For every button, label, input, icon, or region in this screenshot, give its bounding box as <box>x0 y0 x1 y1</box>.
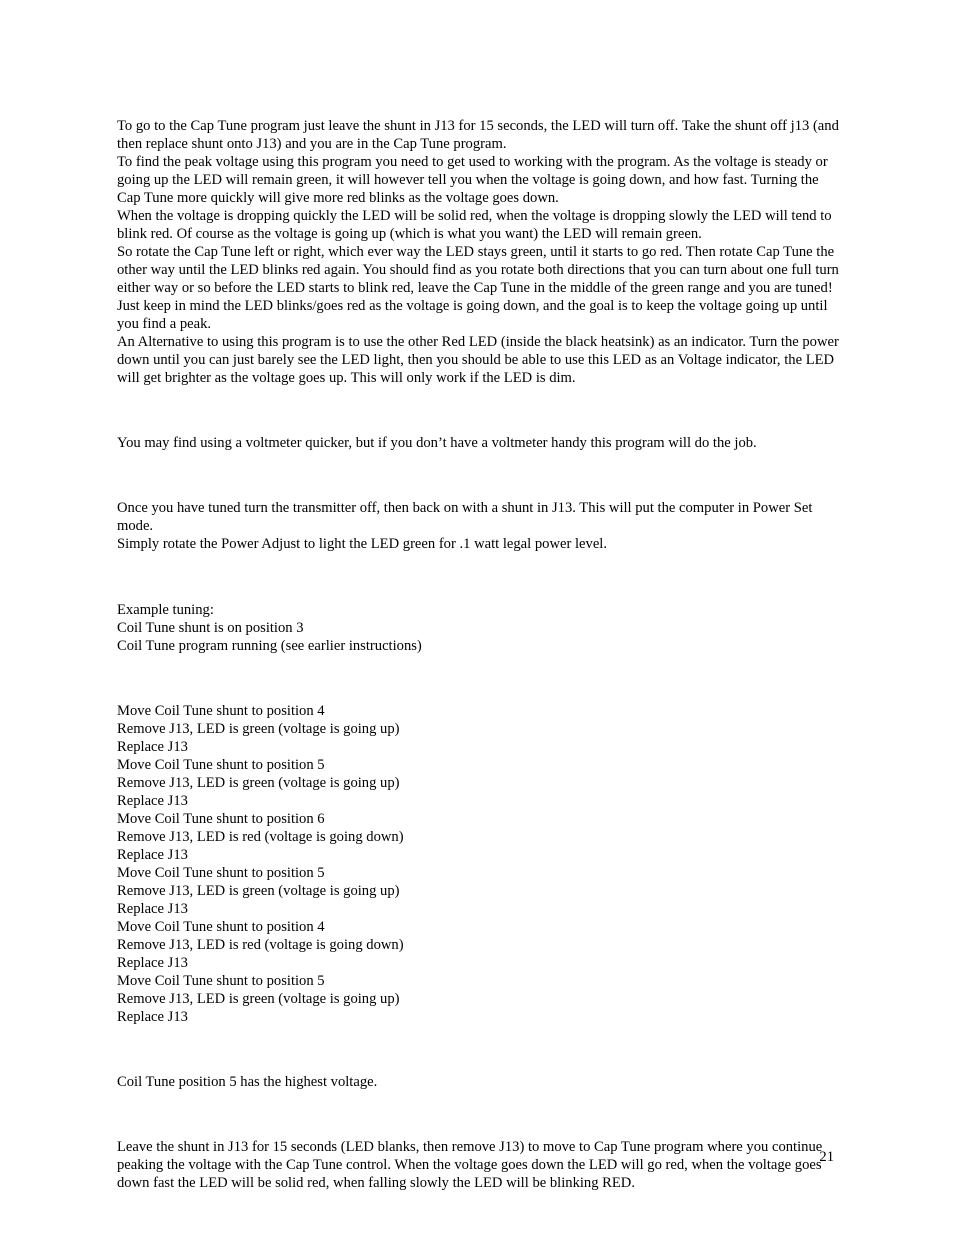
paragraph: To find the peak voltage using this program you need to get used to working with the program. As the voltage is steady or going up the LED will remain green, it will however tell you when the voltage is going down, and how fast. Turning the Cap Tune more quickly will give more red blinks as the voltage goes down. <box>117 154 828 206</box>
paragraph: Replace J13 <box>117 738 188 755</box>
paragraph: Remove J13, LED is green (voltage is going up) <box>117 882 400 899</box>
paragraph: To go to the Cap Tune program just leave the shunt in J13 for 15 seconds, the LED will turn off. Take the shunt off j13 (and then replace shunt onto J13) and you are in the Cap Tune program. <box>117 118 839 152</box>
paragraph: An Alternative to using this program is to use the other Red LED (inside the black heatsink) as an indicator. Turn the power down until you can just barely see the LED light, then you should be able to use this LED as an Voltage indicator, the LED will get brighter as the voltage goes up. This will only work if the LED is dim. <box>117 334 839 386</box>
paragraph: Leave the shunt in J13 for 15 seconds (LED blanks, then remove J13) to move to Cap Tune program where you continue peaking the voltage with the Cap Tune control. When the voltage goes down the LED will go red, when the voltage goes down fast the LED will be solid red, when falling slowly the LED will be blinking RED. <box>117 1139 823 1192</box>
blank-line <box>117 467 841 485</box>
paragraph: Replace J13 <box>117 954 188 971</box>
paragraph: So rotate the Cap Tune left or right, which ever way the LED stays green, until it starts to go red. Then rotate Cap Tune the other way until the LED blinks red again. You should find as you rotate both directions that you can turn about one full turn either way or so before the LED starts to blink red, leave the Cap Tune in the middle of the green range and you are tuned! <box>117 244 839 296</box>
paragraph: Move Coil Tune shunt to position 5 <box>117 756 325 773</box>
paragraph: Move Coil Tune shunt to position 6 <box>117 810 325 827</box>
paragraph: Remove J13, LED is green (voltage is going up) <box>117 774 400 791</box>
paragraph: Simply rotate the Power Adjust to light the LED green for .1 watt legal power level. <box>117 536 607 553</box>
paragraph: When the voltage is dropping quickly the LED will be solid red, when the voltage is dropping slowly the LED will tend to blink red. Of course as the voltage is going up (which is what you want) the LED will remain green. <box>117 208 832 242</box>
paragraph: Coil Tune shunt is on position 3 <box>117 619 304 636</box>
paragraph: Replace J13 <box>117 792 188 809</box>
paragraph: Just keep in mind the LED blinks/goes red as the voltage is going down, and the goal is to keep the voltage going up until you find a peak. <box>117 298 828 332</box>
blank-line <box>117 1040 841 1058</box>
paragraph: Move Coil Tune shunt to position 5 <box>117 972 325 989</box>
paragraph: Move Coil Tune shunt to position 4 <box>117 702 325 719</box>
paragraph: Move Coil Tune shunt to position 4 <box>117 918 325 935</box>
paragraph: Move Coil Tune shunt to position 5 <box>117 864 325 881</box>
body-text <box>117 117 841 1192</box>
paragraph: Replace J13 <box>117 1008 188 1025</box>
paragraph: Remove J13, LED is green (voltage is going up) <box>117 720 400 737</box>
blank-line <box>117 568 841 586</box>
paragraph: Coil Tune program running (see earlier instructions) <box>117 637 422 654</box>
blank-line <box>117 1106 841 1124</box>
paragraph: Replace J13 <box>117 846 188 863</box>
page-number: 21 <box>819 1149 834 1165</box>
paragraph: You may find using a voltmeter quicker, but if you don’t have a voltmeter handy this program will do the job. <box>117 435 757 452</box>
paragraph: Replace J13 <box>117 900 188 917</box>
paragraph: Remove J13, LED is red (voltage is going down) <box>117 936 404 953</box>
paragraph: Once you have tuned turn the transmitter off, then back on with a shunt in J13. This will put the computer in Power Set mode. <box>117 500 813 535</box>
blank-line <box>117 669 841 687</box>
blank-line <box>117 402 841 420</box>
paragraph: Remove J13, LED is red (voltage is going down) <box>117 828 404 845</box>
paragraph: Coil Tune position 5 has the highest voltage. <box>117 1073 378 1090</box>
paragraph: Remove J13, LED is green (voltage is going up) <box>117 990 400 1007</box>
paragraph: Example tuning: <box>117 601 214 618</box>
